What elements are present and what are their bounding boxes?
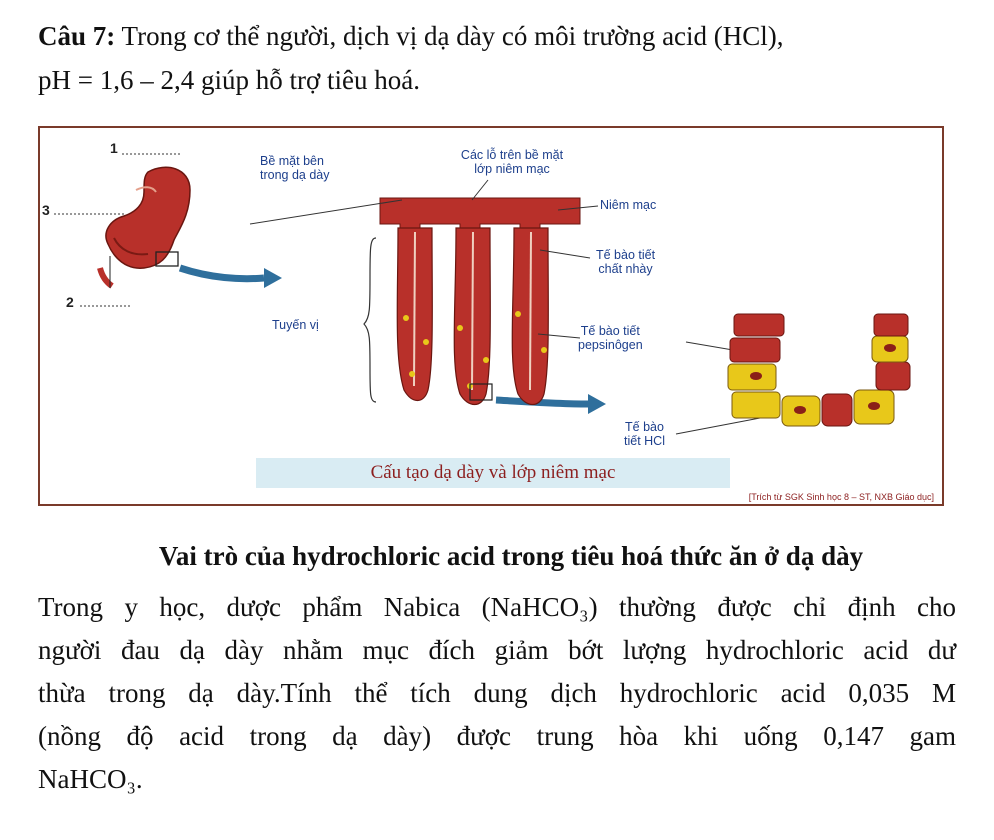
paragraph-line-5: NaHCO₃. [38,764,143,794]
question-line-1: Trong cơ thể người, dịch vị dạ dày có môi trường acid (HCl), [115,21,784,51]
section-title: Vai trò của hydrochloric acid trong tiêu hoá thức ăn ở dạ dày [158,541,864,571]
problem-paragraph [38,586,956,801]
question-label: Câu 7: [38,21,116,51]
question-text [38,14,958,102]
mucosa-drawing [380,198,580,405]
label-surface-pores: Các lỗ trên bề mặt lớp niêm mạc [460,148,564,176]
paragraph-line-1: Trong y học, dược phẩm Nabica (NaHCO₃) thường được chỉ định cho [38,592,956,622]
figure-caption: Cấu tạo dạ dày và lớp niêm mạc [256,458,730,488]
label-hcl-cells: Tế bào tiết HCl [624,420,665,448]
stomach-drawing [100,167,190,288]
label-mucosa: Niêm mạc [600,198,657,212]
paragraph-line-3: thừa trong dạ dày.Tính thể tích dung dịch hydrochloric acid 0,035 M [38,678,956,708]
number-2: 2 [66,294,74,310]
number-3: 3 [42,202,50,218]
label-mucus-cells: Tế bào tiết chất nhày [596,248,656,276]
number-1: 1 [110,140,118,156]
paragraph-line-2: người đau dạ dày nhằm mục đích giảm bớt lượng hydrochloric acid dư [38,635,956,665]
gland-cells-drawing [728,314,910,426]
question-line-2: pH = 1,6 – 2,4 giúp hỗ trợ tiêu hoá. [38,65,420,95]
stomach-illustration [40,128,944,506]
label-pepsinogen-cells: Tế bào tiết pepsinôgen [578,324,643,352]
figure-source: [Trích từ SGK Sinh học 8 – ST, NXB Giáo dục] [748,492,934,502]
paragraph-line-4: (nồng độ acid trong dạ dày) được trung hòa khi uống 0,147 gam [38,721,956,751]
label-inner-surface: Bề mặt bên trong dạ dày [260,154,330,182]
stomach-diagram [38,126,944,506]
label-gastric-gland: Tuyến vị [272,318,319,332]
